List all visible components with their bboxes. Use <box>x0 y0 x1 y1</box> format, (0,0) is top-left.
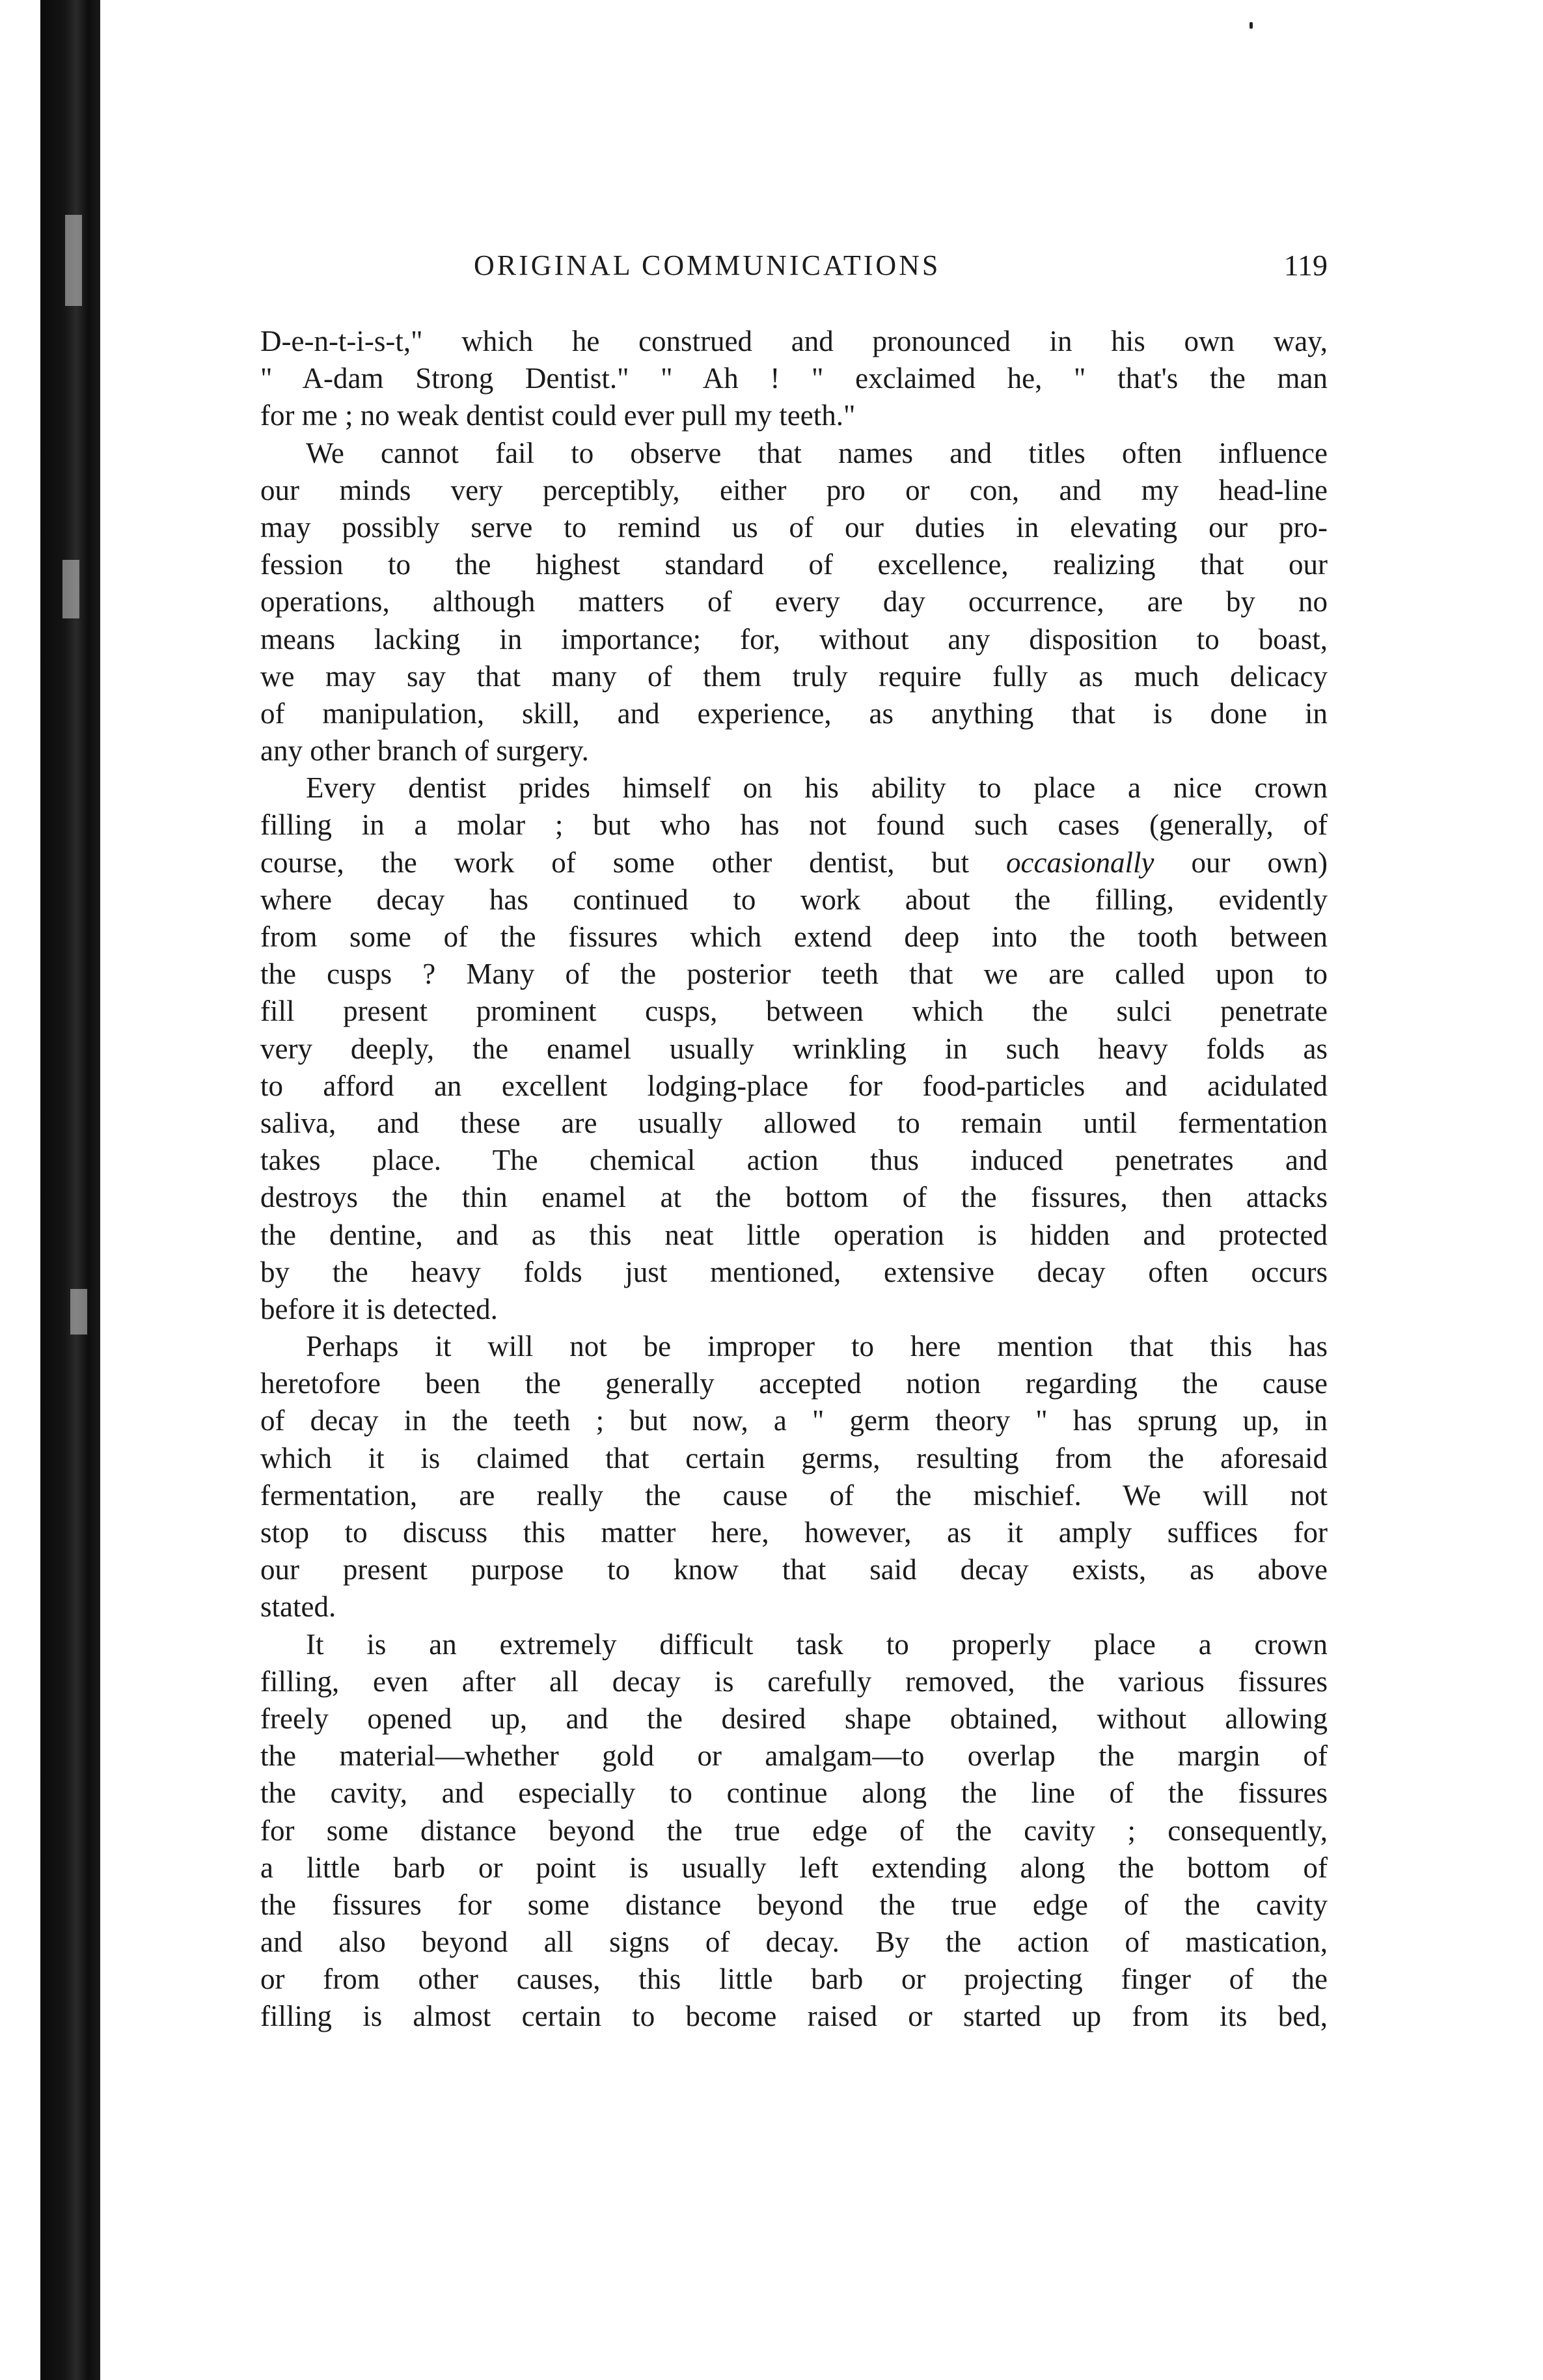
text-line: saliva, and these are usually allowed to remain until fermentation <box>260 1106 1328 1139</box>
text-line: where decay has continued to work about the filling, evidently <box>260 883 1328 916</box>
text-line: to afford an excellent lodging-place for food-particles and acidulated <box>260 1069 1328 1102</box>
text-line: of manipulation, skill, and experience, as anything that is done in <box>260 697 1328 730</box>
body-text <box>260 323 1328 2036</box>
text-line: very deeply, the enamel usually wrinkling in such heavy folds as <box>260 1032 1328 1065</box>
text-line: for some distance beyond the true edge of the cavity ; consequently, <box>260 1814 1328 1847</box>
text-line: the cusps ? Many of the posterior teeth that we are called upon to <box>260 958 1328 991</box>
text-line: may possibly serve to remind us of our duties in elevating our pro- <box>260 510 1328 544</box>
text-line: filling is almost certain to become raised or started up from its bed, <box>260 2000 1328 2033</box>
text-line: the fissures for some distance beyond the true edge of the cavity <box>260 1888 1328 1921</box>
text-line: our present purpose to know that said decay exists, as above <box>260 1553 1328 1586</box>
scanned-binding-edge <box>40 0 100 2380</box>
page-header <box>260 246 1328 298</box>
running-head: ORIGINAL COMMUNICATIONS <box>474 249 941 281</box>
text-line: " A-dam Strong Dentist." " Ah ! " exclaimed he, " that's the man <box>260 362 1328 395</box>
text-line: or from other causes, this little barb or projecting finger of the <box>260 1963 1328 1996</box>
text-line: any other branch of surgery. <box>260 734 589 768</box>
text-line: destroys the thin enamel at the bottom of the fissures, then attacks <box>260 1181 1328 1214</box>
text-line: before it is detected. <box>260 1292 498 1325</box>
italic-word: occasionally <box>1006 846 1154 879</box>
text-line: Every dentist prides himself on his ability to place a nice crown <box>306 771 1328 805</box>
text-line: filling in a molar ; but who has not found such cases (generally, of <box>260 809 1328 842</box>
text-line: heretofore been the generally accepted notion regarding the cause <box>260 1367 1328 1400</box>
text-line-with-emphasis <box>260 844 1328 881</box>
text-line: from some of the fissures which extend deep into the tooth between <box>260 920 1328 953</box>
text-line: we may say that many of them truly require fully as much delicacy <box>260 659 1328 693</box>
text-segment: our own) <box>1191 846 1328 879</box>
text-line: takes place. The chemical action thus induced penetrates and <box>260 1144 1328 1177</box>
text-line: We cannot fail to observe that names and titles often influence <box>306 436 1328 469</box>
text-line: It is an extremely difficult task to properly place a crown <box>306 1627 1328 1661</box>
text-line: fill present prominent cusps, between which the sulci penetrate <box>260 995 1328 1028</box>
text-line: the dentine, and as this neat little operation is hidden and protected <box>260 1218 1328 1251</box>
text-line: filling, even after all decay is carefully removed, the various fissures <box>260 1665 1328 1698</box>
text-line: our minds very perceptibly, either pro or con, and my head-line <box>260 473 1328 506</box>
text-line: which it is claimed that certain germs, resulting from the aforesaid <box>260 1441 1328 1474</box>
text-segment: course, the work of some other dentist, but <box>260 846 969 879</box>
text-line: fermentation, are really the cause of the mischief. We will not <box>260 1478 1328 1512</box>
text-line: fession to the highest standard of excellence, realizing that our <box>260 548 1328 581</box>
text-line: and also beyond all signs of decay. By the action of mastication, <box>260 1926 1328 1959</box>
text-line: a little barb or point is usually left extending along the bottom of <box>260 1851 1328 1884</box>
text-line: for me ; no weak dentist could ever pull my teeth." <box>260 399 856 432</box>
text-line: the material—whether gold or amalgam—to overlap the margin of <box>260 1739 1328 1773</box>
text-line: by the heavy folds just mentioned, extensive decay often occurs <box>260 1255 1328 1288</box>
binding-highlight <box>62 560 79 618</box>
text-line: Perhaps it will not be improper to here mention that this has <box>306 1330 1328 1363</box>
text-line: means lacking in importance; for, without any disposition to boast, <box>260 622 1328 656</box>
text-line: stated. <box>260 1590 336 1624</box>
binding-highlight <box>70 1289 87 1335</box>
text-line: the cavity, and especially to continue along the line of the fissures <box>260 1777 1328 1810</box>
binding-highlight <box>65 215 82 306</box>
text-line: operations, although matters of every day occurrence, are by no <box>260 585 1328 618</box>
page-number: 119 <box>1283 249 1328 282</box>
text-line: freely opened up, and the desired shape obtained, without allowing <box>260 1702 1328 1735</box>
text-line: of decay in the teeth ; but now, a " germ theory " has sprung up, in <box>260 1404 1328 1437</box>
text-line: D-e-n-t-i-s-t," which he construed and pronounced in his own way, <box>260 325 1328 357</box>
stray-ink-mark <box>1249 22 1253 29</box>
text-line: stop to discuss this matter here, however, as it amply suffices for <box>260 1516 1328 1549</box>
